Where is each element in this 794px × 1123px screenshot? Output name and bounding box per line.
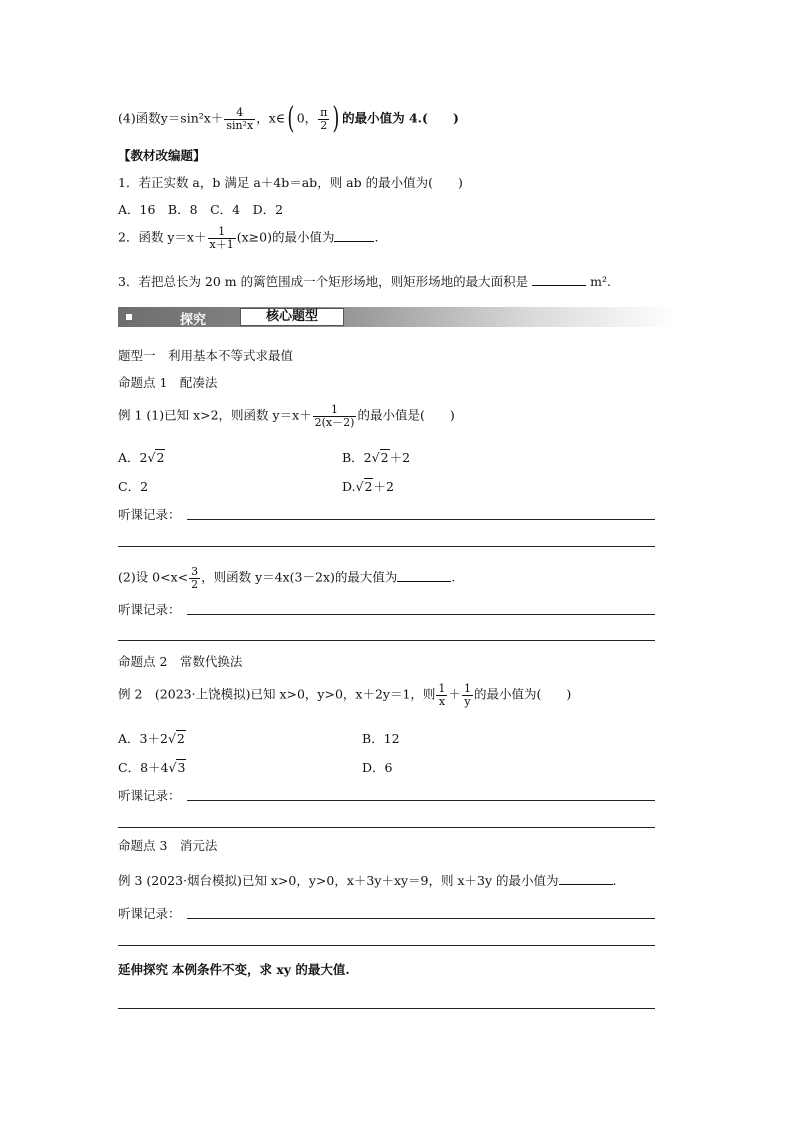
answer-blank <box>397 569 451 582</box>
q4-expr-a: y＝sin²x＋ <box>160 110 224 126</box>
ex2-option-a: A．3＋2√2 <box>118 731 185 746</box>
q4-interval: 0， <box>296 110 318 126</box>
textbook-title: 【教材改编题】 <box>118 148 206 163</box>
q4-fraction: $\frac{4}{\text{sin²x}}$ <box>226 105 254 132</box>
note-line <box>187 918 655 919</box>
problem-1-options: A．16 B．8 C．4 D．2 <box>118 202 284 217</box>
ex1-option-d: D.√2＋2 <box>342 479 394 494</box>
problem-1: 1．若正实数 a，b 满足 a＋4b＝ab，则 ab 的最小值为( ) <box>118 175 463 190</box>
ex1-option-b: B．2√2＋2 <box>342 450 411 465</box>
left-paren: ( <box>287 101 295 136</box>
notes-label: 听课记录： <box>118 906 181 921</box>
q4-expr-b: ，x∈ <box>256 110 285 126</box>
type1-title: 题型一 利用基本不等式求最值 <box>118 348 294 363</box>
point3-title: 命题点 3 消元法 <box>118 838 218 853</box>
point1-title: 命题点 1 配凑法 <box>118 375 218 390</box>
ex2-option-b: B．12 <box>362 731 400 746</box>
ex2-fraction-2: $\frac{1}{y}$ <box>463 682 471 708</box>
ex1-option-c: C．2 <box>118 479 149 494</box>
example-1-2: (2)设 0<x< $\frac{3}{2}$ ，则函数 y＝4x(3－2x)的最大值为 . <box>118 565 456 591</box>
square-icon <box>126 314 132 320</box>
section-banner <box>118 307 678 327</box>
q4-prefix: (4)函数 <box>118 110 161 126</box>
banner-label-core: 核心题型 <box>265 309 318 324</box>
ex2-option-c: C．8＋4√3 <box>118 760 186 775</box>
example-3: 例 3 (2023·烟台模拟)已知 x>0，y>0，x＋3y＋xy＝9，则 x＋3y 的最小值为 . <box>118 873 617 888</box>
note-line <box>118 827 655 828</box>
extension-text: 本例条件不变，求 xy 的最大值. <box>172 962 350 977</box>
note-line <box>118 945 655 946</box>
problem-3: 3．若把总长为 20 m 的篱笆围成一个矩形场地，则矩形场地的最大面积是 m². <box>118 274 611 289</box>
note-line <box>187 800 655 801</box>
ex2-fraction-1: $\frac{1}{x}$ <box>438 682 446 708</box>
extension-label: 延伸探究 <box>118 962 169 977</box>
problem-2: 2．函数 y＝x＋ $\frac{1}{x+1}$ (x≥0)的最小值为 . <box>118 225 379 251</box>
question-4 <box>118 101 459 136</box>
answer-blank <box>559 872 613 885</box>
p2-fraction: $\frac{1}{x+1}$ <box>209 225 234 251</box>
q4-suffix: 的最小值为 4.( ) <box>342 110 459 126</box>
notes-label: 听课记录： <box>118 602 181 617</box>
note-line <box>187 614 655 615</box>
note-line <box>118 640 655 641</box>
example-1: 例 1 (1)已知 x>2，则函数 y＝x＋ $\frac{1}{2(x-2)}$ 的最小值是( ) <box>118 403 455 429</box>
ex1-fraction: $\frac{1}{2(x-2)}$ <box>314 403 355 429</box>
notes-label: 听课记录： <box>118 507 181 522</box>
note-line <box>118 1008 655 1009</box>
answer-blank <box>334 229 374 242</box>
answer-blank <box>532 273 586 286</box>
banner-label-explore: 探究 <box>180 313 207 328</box>
ex1-2-fraction: $\frac{3}{2}$ <box>191 565 199 591</box>
point2-title: 命题点 2 常数代换法 <box>118 654 243 669</box>
ex2-option-d: D．6 <box>362 760 393 775</box>
right-paren: ) <box>332 101 340 136</box>
extension-question <box>118 962 350 977</box>
ex1-option-a: A．2√2 <box>118 450 165 465</box>
example-2: 例 2 (2023·上饶模拟)已知 x>0，y>0，x＋2y＝1，则 $\frac{1}{x}$ ＋ $\frac{1}{y}$ 的最小值为( ) <box>118 682 572 708</box>
note-line <box>187 519 655 520</box>
q4-pi-fraction: $\frac{\pi}{2}$ <box>320 105 328 132</box>
note-line <box>118 546 655 547</box>
notes-label: 听课记录： <box>118 788 181 803</box>
